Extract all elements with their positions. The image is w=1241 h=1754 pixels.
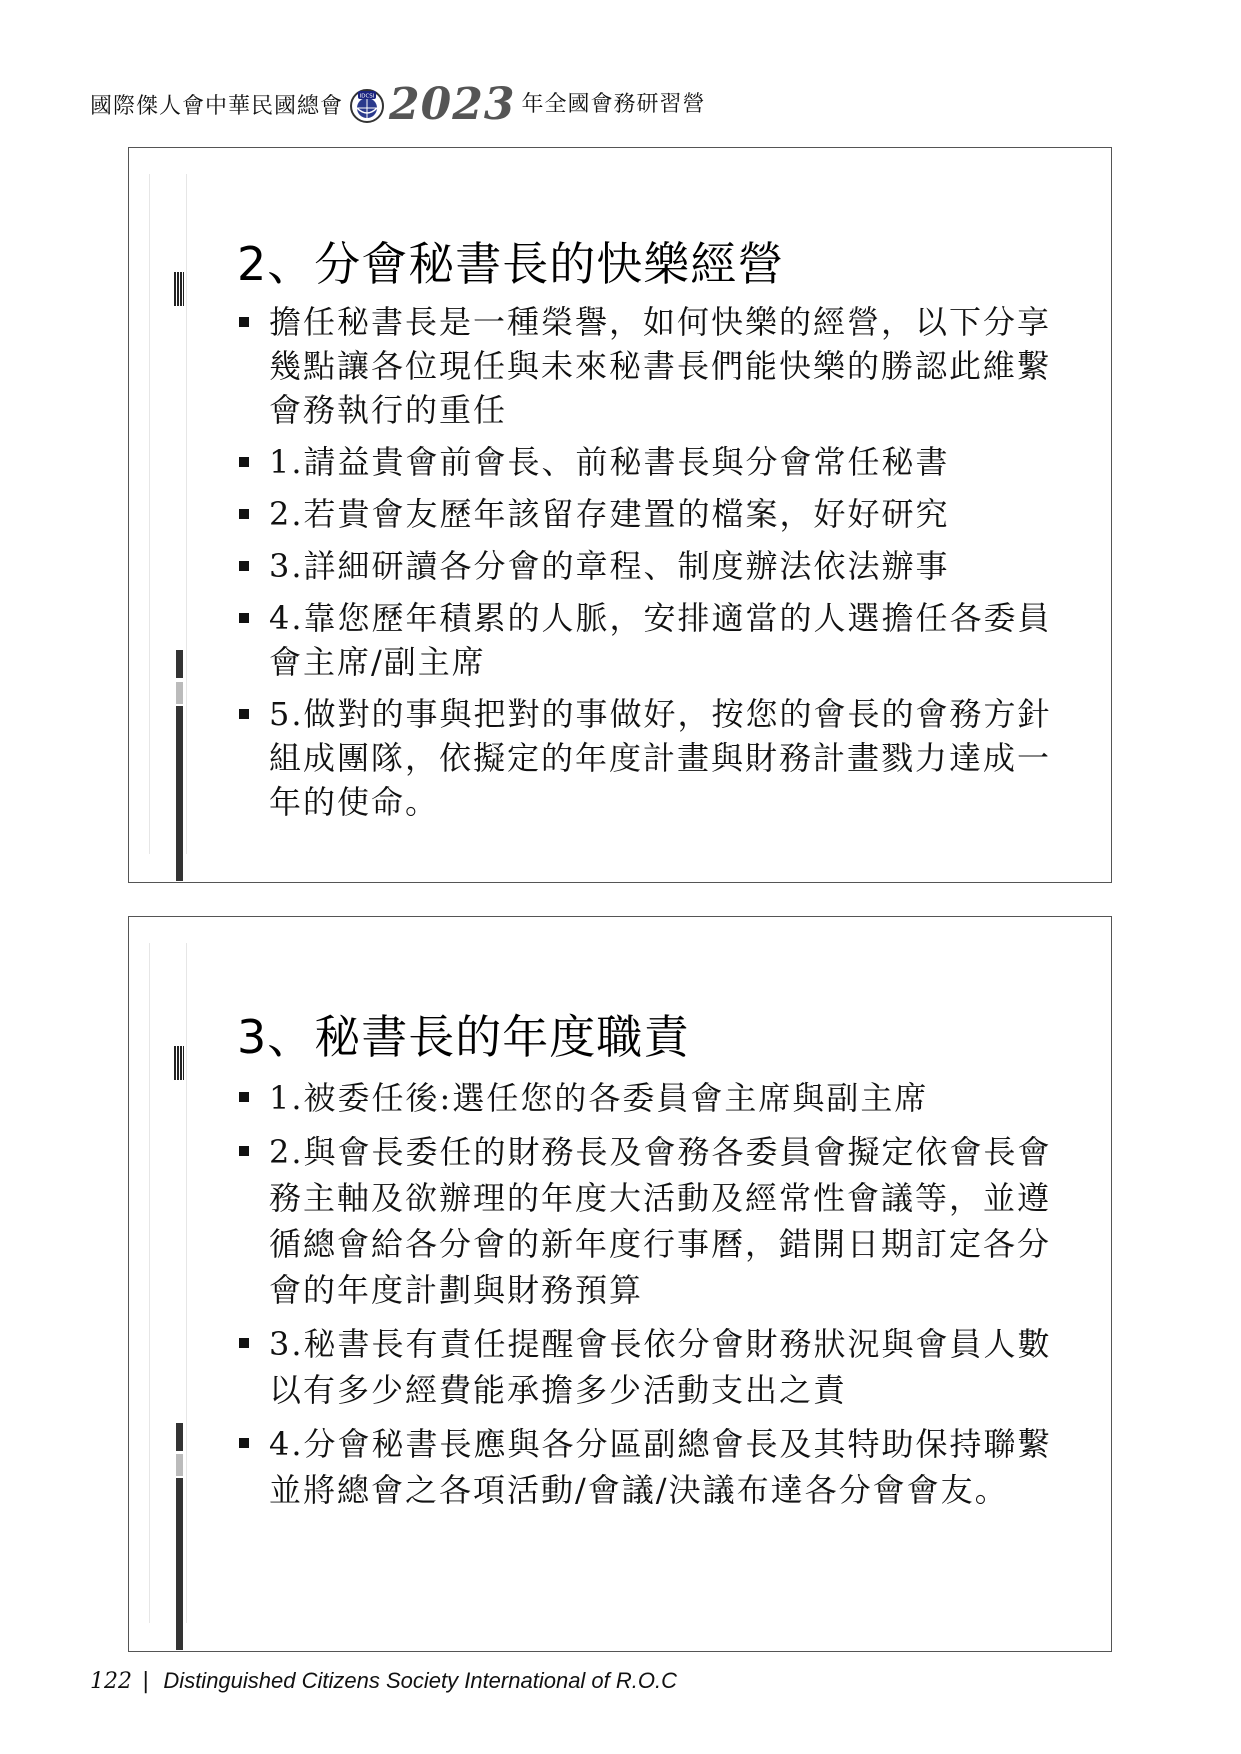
- sidebar-bar: [176, 1454, 183, 1476]
- bullet-icon: [239, 1338, 249, 1348]
- bullet-text: 4.靠您歷年積累的人脈，安排適當的人選擔任各委員會主席/副主席: [269, 599, 1052, 681]
- bullet-icon: [239, 317, 249, 327]
- page-footer: [90, 1668, 677, 1698]
- bullet-icon: [239, 1438, 249, 1448]
- bullet-icon: [239, 1092, 249, 1102]
- sidebar-bar: [176, 1423, 183, 1451]
- bullet-item: [237, 544, 1057, 588]
- bullet-item: [237, 1421, 1057, 1513]
- bullet-text: 2.與會長委任的財務長及會務各委員會擬定依會長會務主軸及欲辦理的年度大活動及經常性會議等，並遵循總會給各分會的新年度行事曆，錯開日期訂定各分會的年度計劃與財務預算: [269, 1133, 1052, 1309]
- bullet-text: 1.被委任後:選任您的各委員會主席與副主席: [269, 1079, 929, 1117]
- bullet-text: 3.秘書長有責任提醒會長依分會財務狀況與會員人數以有多少經費能承擔多少活動支出之責: [269, 1325, 1052, 1409]
- slide-1: [128, 147, 1112, 883]
- bullet-item: [237, 300, 1057, 432]
- bullet-text: 5.做對的事與把對的事做好，按您的會長的會務方針組成團隊，依擬定的年度計畫與財務計畫戮力達成一年的使命。: [269, 695, 1052, 821]
- bullet-icon: [239, 613, 249, 623]
- bullet-item: [237, 440, 1057, 484]
- bullet-text: 4.分會秘書長應與各分區副總會長及其特助保持聯繫並將總會之各項活動/會議/決議布達各分會會友。: [269, 1425, 1052, 1509]
- slide-title: 2、分會秘書長的快樂經營: [237, 237, 785, 291]
- bullet-item: [237, 1321, 1057, 1413]
- page-header: [90, 70, 1090, 130]
- bullet-icon: [239, 561, 249, 571]
- bullet-icon: [239, 509, 249, 519]
- slide-2: [128, 916, 1112, 1652]
- footer-separator: |: [142, 1669, 150, 1694]
- sidebar-bar: [176, 650, 183, 678]
- bullet-icon: [239, 1146, 249, 1156]
- event-name: 年全國會務研習營: [521, 92, 706, 117]
- bullet-list: [237, 1075, 1057, 1521]
- slide-title: 3、秘書長的年度職責: [237, 1010, 691, 1064]
- emblem-logo: [349, 88, 385, 124]
- bullet-text: 3.詳細研讀各分會的章程、制度辦法依法辦事: [269, 547, 950, 585]
- slide-sidebar: [149, 174, 187, 854]
- slide-sidebar: [149, 943, 187, 1623]
- bullet-item: [237, 492, 1057, 536]
- sidebar-bar: [176, 682, 183, 704]
- footer-text: Distinguished Citizens Society International of R.O.C: [163, 1668, 677, 1693]
- bullet-text: 擔任秘書長是一種榮譽，如何快樂的經營，以下分享幾點讓各位現任與未來秘書長們能快樂的勝認此維繫會務執行的重任: [269, 303, 1052, 429]
- bullet-text: 1.請益貴會前會長、前秘書長與分會常任秘書: [269, 443, 950, 481]
- bullet-item: [237, 1129, 1057, 1313]
- title-marker: [174, 1046, 184, 1080]
- org-name: 國際傑人會中華民國總會: [90, 94, 344, 119]
- bullet-item: [237, 692, 1057, 824]
- sidebar-bar: [176, 1478, 183, 1650]
- page-number: 122: [90, 1669, 132, 1694]
- bullet-icon: [239, 457, 249, 467]
- bullet-item: [237, 596, 1057, 684]
- bullet-icon: [239, 709, 249, 719]
- bullet-text: 2.若貴會友歷年該留存建置的檔案，好好研究: [269, 495, 950, 533]
- bullet-item: [237, 1075, 1057, 1121]
- sidebar-bar: [176, 706, 183, 881]
- title-marker: [174, 272, 184, 306]
- year: 2023: [389, 79, 516, 130]
- emblem-text: IDCSI: [359, 93, 375, 100]
- bullet-list: [237, 300, 1057, 832]
